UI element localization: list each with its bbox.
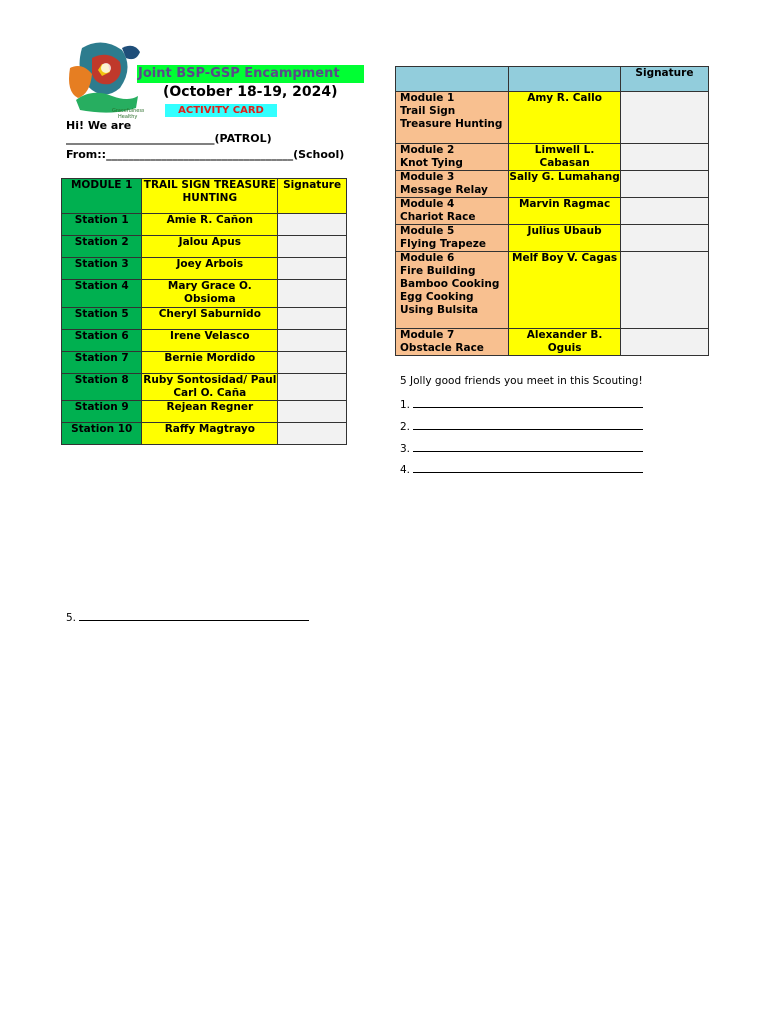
patrol-label: (PATROL) — [214, 132, 272, 145]
encampment-logo — [62, 38, 144, 120]
module-col-header — [396, 67, 509, 92]
table-row — [62, 401, 347, 423]
facilitator-name: Bernie Mordido — [142, 352, 278, 374]
station-name: Station 10 — [62, 423, 142, 445]
signature-cell[interactable] — [620, 92, 708, 144]
friend-entry — [400, 462, 643, 476]
facilitator-name: Irene Velasco — [142, 330, 278, 352]
module-table — [395, 66, 709, 356]
school-line — [66, 148, 344, 161]
table-row — [62, 308, 347, 330]
module-name: Module 4 — [400, 198, 455, 210]
signature-cell[interactable] — [278, 374, 347, 401]
signature-cell[interactable] — [278, 280, 347, 308]
encampment-date: (October 18-19, 2024) — [163, 84, 338, 100]
signature-cell[interactable] — [620, 144, 708, 171]
facilitator-name: Rejean Regner — [142, 401, 278, 423]
station-name: Station 7 — [62, 352, 142, 374]
facilitator-name: Melf Boy V. Cagas — [509, 252, 621, 329]
module-name: Module 2 — [400, 144, 455, 156]
patrol-line — [66, 132, 272, 145]
station-name: Station 9 — [62, 401, 142, 423]
table-row — [62, 280, 347, 308]
facilitator-name: Alexander B. Oguis — [509, 329, 621, 356]
facilitator-name: Joey Arbois — [142, 258, 278, 280]
friend-blank[interactable] — [79, 610, 309, 621]
signature-cell[interactable] — [620, 225, 708, 252]
signature-cell[interactable] — [278, 214, 347, 236]
table-row — [396, 144, 709, 171]
module-cell — [396, 198, 509, 225]
activity-header: TRAIL SIGN TREASURE HUNTING — [142, 179, 278, 214]
friend-number: 3. — [400, 443, 414, 455]
module-name: Module 1 — [400, 92, 455, 104]
friend-blank[interactable] — [413, 462, 643, 473]
table-row — [62, 330, 347, 352]
signature-cell[interactable] — [278, 258, 347, 280]
facilitator-name: Jalou Apus — [142, 236, 278, 258]
station-name: Station 3 — [62, 258, 142, 280]
table-row — [62, 374, 347, 401]
table-row — [396, 252, 709, 329]
station-table-header — [62, 179, 347, 214]
activity-card-label: ACTIVITY CARD — [165, 104, 277, 117]
facilitator-name: Mary Grace O. Obsioma — [142, 280, 278, 308]
table-row — [62, 352, 347, 374]
table-row — [396, 329, 709, 356]
table-row — [396, 92, 709, 144]
signature-cell[interactable] — [278, 401, 347, 423]
station-name: Station 6 — [62, 330, 142, 352]
module-cell — [396, 225, 509, 252]
table-row — [62, 258, 347, 280]
station-table — [61, 178, 347, 445]
friend-blank[interactable] — [413, 441, 643, 452]
school-blank[interactable]: __________________________________ — [106, 148, 294, 161]
signature-cell[interactable] — [278, 352, 347, 374]
signature-cell[interactable] — [620, 171, 708, 198]
table-row — [62, 423, 347, 445]
station-name: Station 5 — [62, 308, 142, 330]
friend-number: 2. — [400, 421, 411, 433]
station-name: Station 1 — [62, 214, 142, 236]
from-label: From:: — [66, 148, 107, 161]
table-row — [396, 225, 709, 252]
module-activity: Flying Trapeze — [400, 238, 487, 250]
encampment-title: Joint BSP-GSP Encampment — [137, 65, 364, 83]
facilitator-name: Cheryl Saburnido — [142, 308, 278, 330]
signature-cell[interactable] — [278, 308, 347, 330]
module-activity: Trail Sign Treasure Hunting — [400, 105, 503, 130]
facilitator-name: Sally G. Lumahang — [509, 171, 621, 198]
signature-cell[interactable] — [278, 236, 347, 258]
module-name: Module 6 — [400, 252, 455, 264]
module-activity: Obstacle Race — [400, 342, 484, 354]
signature-cell[interactable] — [620, 252, 708, 329]
facilitator-name: Marvin Ragmac — [509, 198, 621, 225]
friend-number: 5. — [66, 612, 77, 624]
facilitator-name: Ruby Sontosidad/ Paul Carl O. Caña — [143, 374, 277, 399]
friend-entry — [400, 441, 643, 455]
friend-entry — [66, 610, 309, 624]
school-label: (School) — [293, 148, 345, 161]
module-name: Module 3 — [400, 171, 455, 183]
facilitator-name: Limwell L. Cabasan — [509, 144, 621, 171]
friends-title: 5 Jolly good friends you meet in this Scouting! — [400, 375, 643, 387]
signature-cell[interactable] — [278, 330, 347, 352]
signature-cell[interactable] — [620, 329, 708, 356]
table-row — [396, 171, 709, 198]
facilitator-name: Amy R. Callo — [509, 92, 621, 144]
table-row — [396, 198, 709, 225]
table-row — [62, 236, 347, 258]
friend-blank[interactable] — [413, 419, 643, 430]
station-name: Station 4 — [62, 280, 142, 308]
module-cell — [396, 92, 509, 144]
signature-header: Signature — [278, 179, 347, 214]
module-activity: Knot Tying — [400, 157, 463, 169]
logo-lettering: Gracefulness — [112, 108, 144, 114]
module-cell — [396, 329, 509, 356]
facilitator-name: Amie R. Cañon — [142, 214, 278, 236]
module-header: MODULE 1 — [62, 179, 142, 214]
signature-cell[interactable] — [278, 423, 347, 445]
greeting-text: Hi! We are — [66, 119, 132, 132]
module-activity: Fire Building Bamboo Cooking Egg Cooking Using Bulsita — [400, 265, 500, 316]
station-name: Station 2 — [62, 236, 142, 258]
module-table-header — [396, 67, 709, 92]
signature-cell[interactable] — [620, 198, 708, 225]
friend-number: 1. — [400, 399, 411, 411]
module-activity: Chariot Race — [400, 211, 476, 223]
module-name: Module 7 — [400, 329, 455, 341]
svg-text:Healthy: Healthy — [118, 114, 138, 120]
patrol-blank[interactable]: ___________________________ — [66, 132, 215, 145]
module-cell — [396, 144, 509, 171]
friend-number: 4. — [400, 464, 411, 476]
module-cell — [396, 252, 509, 329]
module-activity: Message Relay — [400, 184, 488, 196]
signature-header: Signature — [620, 67, 708, 92]
facilitator-name: Raffy Magtrayo — [142, 423, 278, 445]
friend-entry — [400, 397, 643, 411]
table-row — [62, 214, 347, 236]
station-name: Station 8 — [62, 374, 142, 401]
module-name: Module 5 — [400, 225, 455, 237]
facilitator-name: Julius Ubaub — [509, 225, 621, 252]
friend-entry — [400, 419, 643, 433]
friend-blank[interactable] — [413, 397, 643, 408]
facilitator-col-header — [509, 67, 621, 92]
module-cell — [396, 171, 509, 198]
